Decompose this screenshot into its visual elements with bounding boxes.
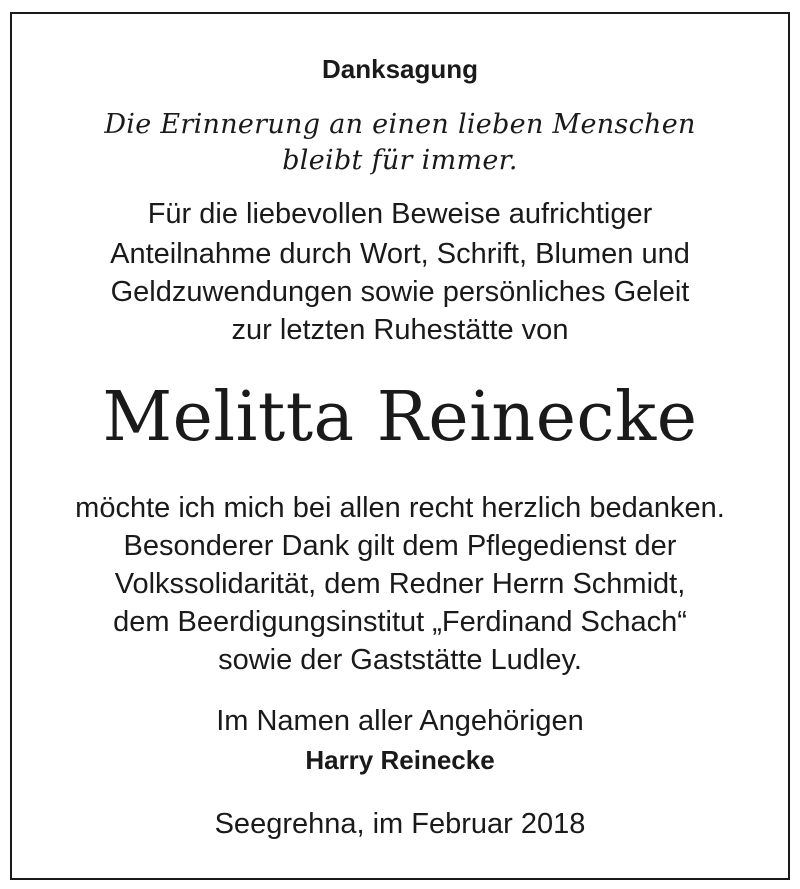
intro-line-3: Geldzuwendungen sowie persönliches Geleit — [110, 276, 690, 308]
thanks-line-3: Volkssolidarität, dem Redner Herrn Schmidt, — [114, 568, 686, 600]
quote-line-2: bleibt für immer. — [282, 145, 518, 176]
thanks-line-4: dem Beerdigungsinstitut „Ferdinand Schach“ — [113, 606, 687, 638]
closing-line: Im Namen aller Angehörigen — [216, 705, 584, 737]
thanks-line-5: sowie der Gaststätte Ludley. — [218, 644, 582, 676]
intro-line-2: Anteilnahme durch Wort, Schrift, Blumen und — [110, 238, 690, 270]
place-date: Seegrehna, im Februar 2018 — [214, 808, 586, 840]
quote-line-1: Die Erinnerung an einen lieben Menschen — [104, 109, 696, 140]
deceased-name: Melitta Reinecke — [102, 378, 698, 457]
intro-line-4: zur letzten Ruhestätte von — [231, 314, 569, 346]
notice-heading: Danksagung — [321, 54, 479, 84]
intro-line-1: Für die liebevollen Beweise aufrichtiger — [147, 198, 653, 230]
thanks-line-2: Besonderer Dank gilt dem Pflegedienst der — [123, 530, 677, 562]
signer-name: Harry Reinecke — [305, 745, 495, 775]
thanks-line-1: möchte ich mich bei allen recht herzlich bedanken. — [75, 492, 725, 524]
